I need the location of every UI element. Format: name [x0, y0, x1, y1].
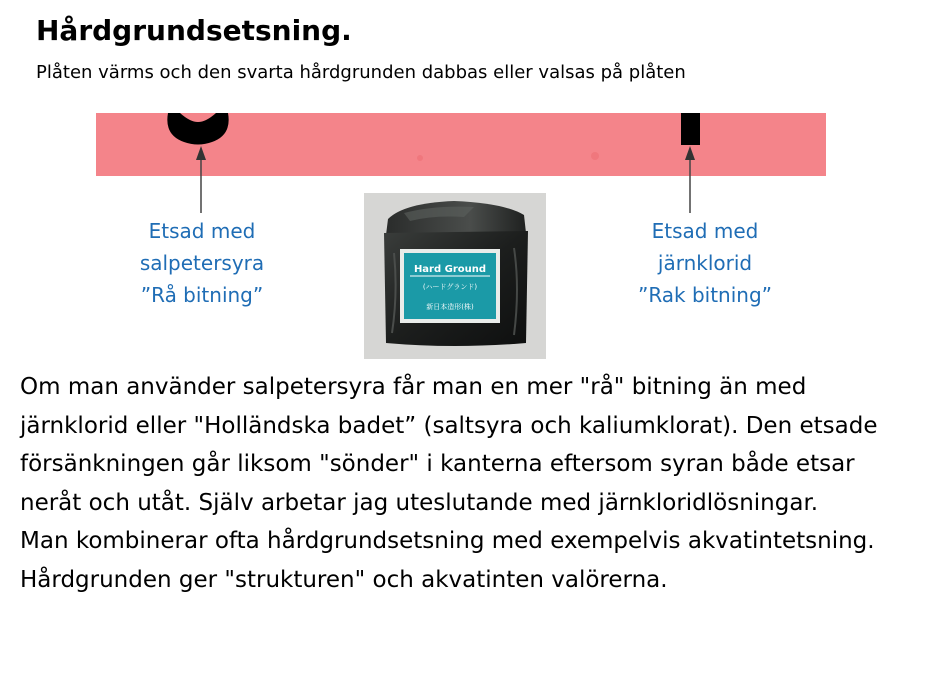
body-paragraph: Om man använder salpetersyra får man en mer "rå" bitning än med järnklorid eller "Holländska badet” (saltsyra och kaliumklorat). Den etsade försänkningen går liksom "sönder" i kanterna eftersom syran både etsar neråt och utåt. Själv arbetar jag uteslutande med järnkloridlösningar.: [20, 374, 878, 516]
box-top: [386, 201, 526, 235]
left-label-line: ”Rå bitning”: [140, 283, 264, 307]
box-label-text: Hard Ground: [413, 264, 487, 275]
hard-ground-box-image: [364, 193, 546, 359]
right-label-line: Etsad med: [651, 219, 759, 243]
plate-speck: [417, 155, 423, 161]
page-subtitle: Plåten värms och den svarta hårdgrunden dabbas eller valsas på plåten: [36, 62, 686, 83]
left-arrow-head: [196, 146, 206, 160]
left-label-line: salpetersyra: [139, 251, 265, 275]
right-label-line: ”Rak bitning”: [637, 283, 773, 307]
page-title: Hårdgrundsetsning.: [36, 14, 352, 47]
right-label-line: järnklorid: [657, 251, 753, 275]
right-label: [595, 215, 815, 311]
plate-speck: [591, 152, 599, 160]
straight-bite-pit: [681, 113, 700, 145]
left-label: [92, 215, 312, 311]
box-label-maker: 新日本造形(株): [426, 303, 474, 311]
body-text: [20, 368, 915, 599]
hard-ground-photo: [364, 193, 546, 359]
left-label-line: Etsad med: [148, 219, 256, 243]
body-paragraph: Man kombinerar ofta hårdgrundsetsning med exempelvis akvatintetsning. Hårdgrunden ger "strukturen" och akvatinten valörerna.: [20, 528, 875, 593]
box-label-sub: (ハードグランド): [422, 283, 478, 291]
right-arrow-head: [685, 146, 695, 160]
